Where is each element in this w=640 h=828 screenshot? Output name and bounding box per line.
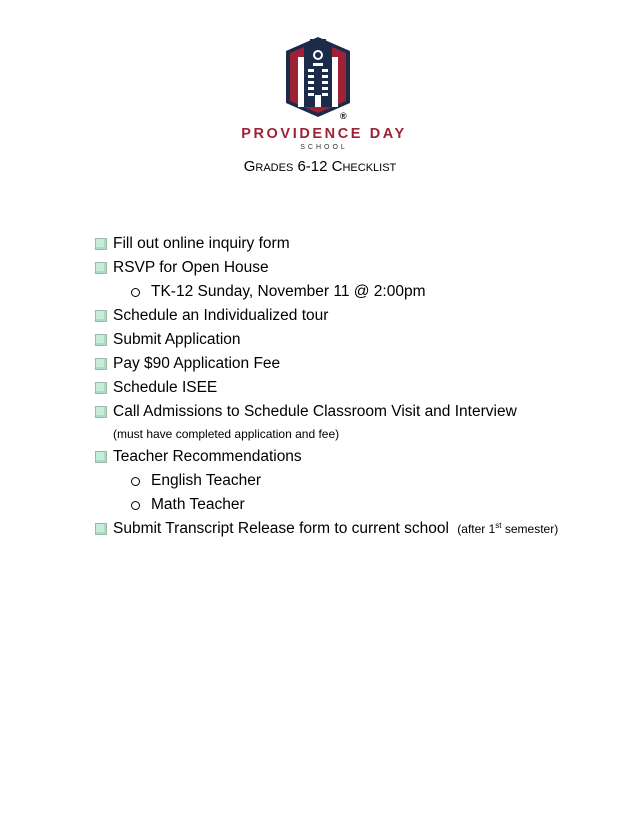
checkbox-icon (95, 262, 107, 274)
checklist-item (92, 400, 612, 424)
checkbox-icon (95, 334, 107, 346)
checklist-item-label: Call Admissions to Schedule Classroom Visit and Interview (113, 403, 517, 420)
checkbox-icon (95, 451, 107, 463)
checklist-item-label: RSVP for Open House (113, 259, 269, 276)
checklist-item (92, 328, 612, 352)
checklist-item-note: (after 1st semester) (457, 521, 559, 536)
school-subtitle: SCHOOL (300, 144, 348, 151)
circle-bullet-icon (131, 477, 140, 486)
page-title: Grades 6-12 Checklist (243, 158, 397, 175)
checkbox-icon (95, 238, 107, 250)
checklist-item (92, 256, 612, 280)
checklist-item-label: Pay $90 Application Fee (113, 355, 281, 372)
checklist-item (92, 232, 612, 256)
circle-bullet-icon (131, 288, 140, 297)
checklist-item (92, 517, 612, 541)
checklist-item (92, 352, 612, 376)
checklist-item-label: Teacher Recommendations (113, 448, 302, 465)
checklist-subitem (92, 493, 612, 517)
checklist-item-label: Fill out online inquiry form (113, 235, 290, 252)
checklist-subitem (92, 280, 612, 304)
checkbox-icon (95, 523, 107, 535)
checklist-item (92, 445, 612, 469)
checklist-subitem-label: Math Teacher (151, 496, 245, 513)
checkbox-icon (95, 310, 107, 322)
checklist-item-label: Schedule an Individualized tour (113, 307, 329, 324)
checklist-item-label: Submit Transcript Release form to current school (113, 520, 449, 537)
school-name: PROVIDENCE DAY (241, 126, 407, 142)
circle-bullet-icon (131, 501, 140, 510)
checklist-subitem-label: English Teacher (151, 472, 262, 489)
checklist-subitem (92, 469, 612, 493)
checklist-item (92, 376, 612, 400)
checklist-item-note: (must have completed application and fee) (113, 427, 340, 441)
checkbox-icon (95, 358, 107, 370)
checkbox-icon (95, 382, 107, 394)
checklist-subitem-label: TK-12 Sunday, November 11 @ 2:00pm (151, 283, 426, 300)
checkbox-icon (95, 406, 107, 418)
checklist (92, 232, 612, 541)
checklist-item-label: Submit Application (113, 331, 241, 348)
registered-mark: ® (340, 111, 347, 121)
checklist-item-label: Schedule ISEE (113, 379, 218, 396)
checklist-item (92, 304, 612, 328)
school-logo-icon (284, 35, 352, 119)
